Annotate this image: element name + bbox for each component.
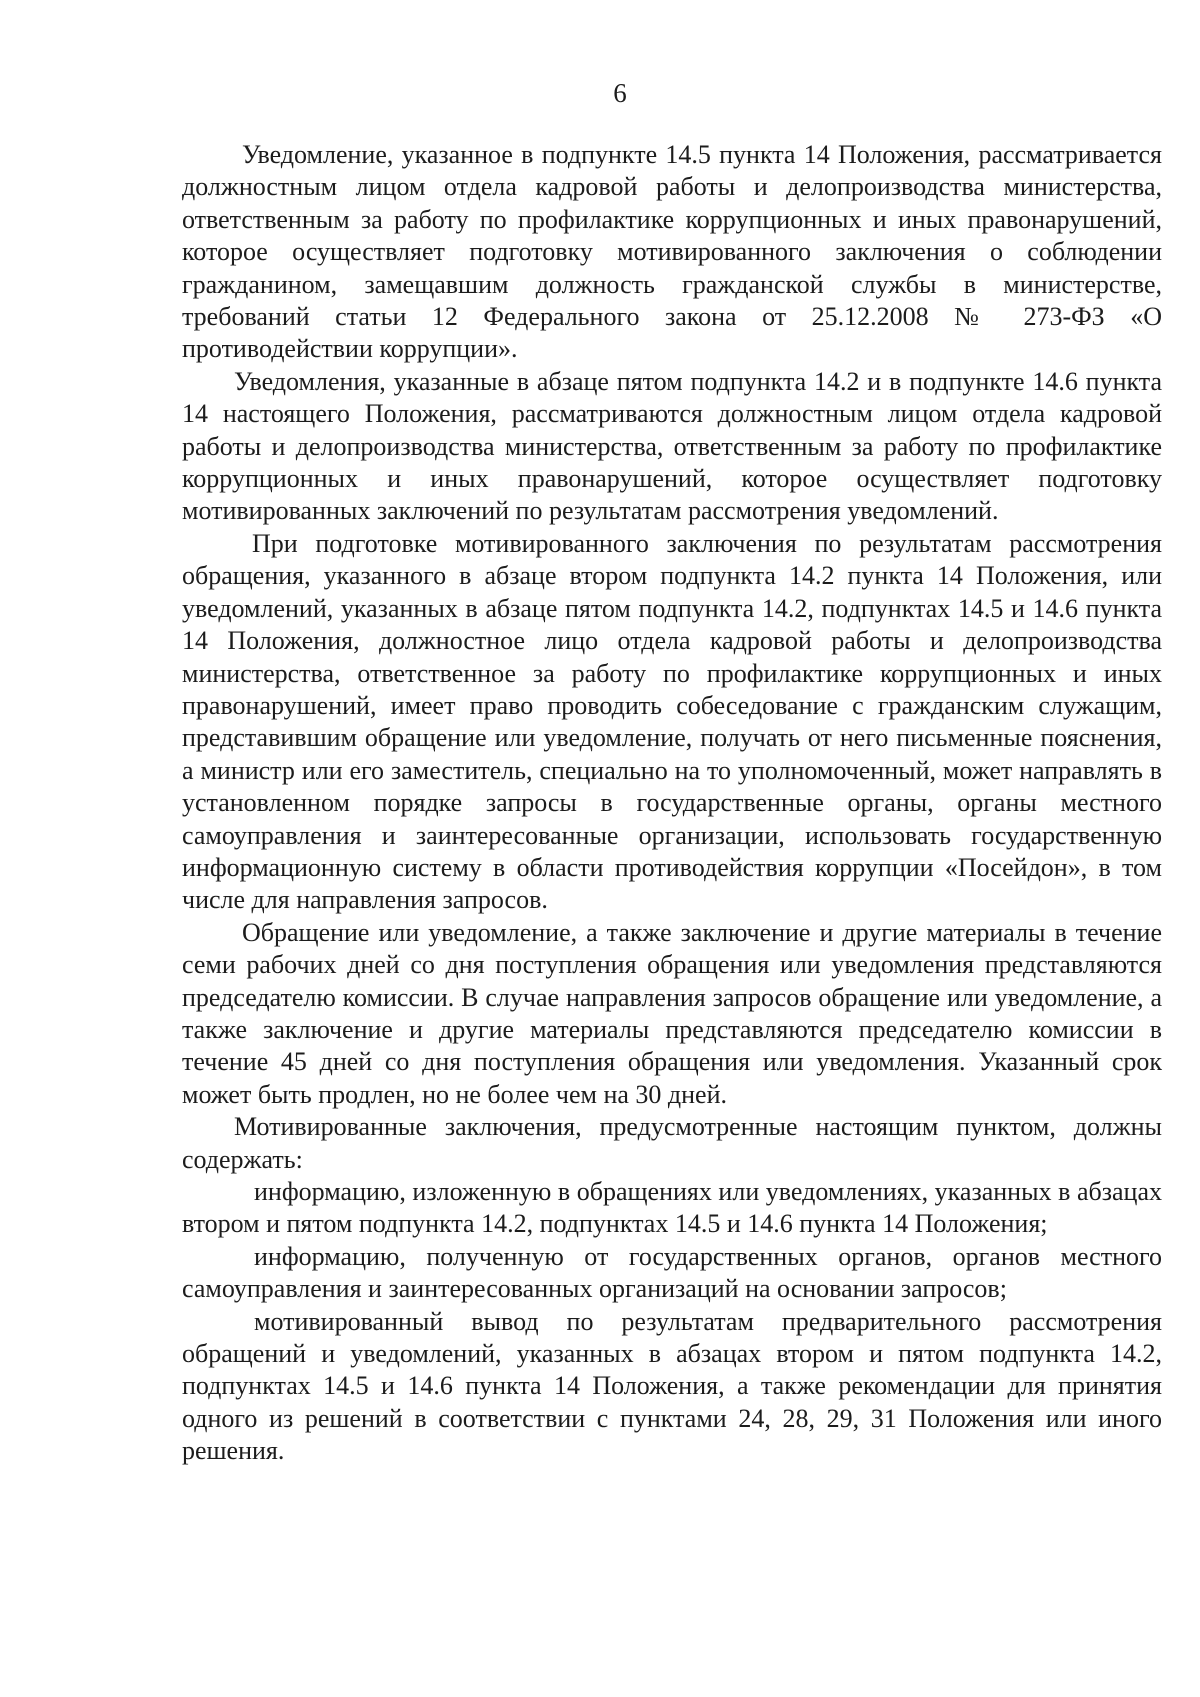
paragraph-submission-deadlines: Обращение или уведомление, а также заключение и другие материалы в течение семи рабочих дней со дня поступления обращения или уведомления представляются председателю комиссии. В случае направления запросов обращение или уведомление, а также заключение и другие материалы представляются председателю комиссии в течение 45 дней со дня поступления обращения или уведомления. Указанный срок может быть продлен, но не более чем на 30 дней. [182, 917, 1162, 1109]
list-item-information-stated: информацию, изложенную в обращениях или уведомлениях, указанных в абзацах втором и пятом подпункта 14.2, подпунктах 14.5 и 14.6 пункта 14 Положения; [182, 1177, 1162, 1239]
list-item-motivated-conclusion: мотивированный вывод по результатам предварительного рассмотрения обращений и уведомлений, указанных в абзацах втором и пятом подпункта 14.2, подпунктах 14.5 и 14.6 пункта 14 Положения, а также рекомендации для принятия одного из решений в соответствии с пунктами 24, 28, 29, 31 Положения или иного решения. [182, 1306, 1162, 1466]
paragraph-notifications-14-2-14-6: Уведомления, указанные в абзаце пятом подпункта 14.2 и в подпункте 14.6 пункта 14 настоящего Положения, рассматриваются должностным лицом отдела кадровой работы и делопроизводства министерства, ответственным за работу по профилактике коррупционных и иных правонарушений, которое осуществляет подготовку мотивированных заключений по результатам рассмотрения уведомлений. [182, 366, 1162, 526]
paragraph-notification-14-5: Уведомление, указанное в подпункте 14.5 пункта 14 Положения, рассматривается должностным лицом отдела кадровой работы и делопроизводства министерства, ответственным за работу по профилактике коррупционных и иных правонарушений, которое осуществляет подготовку мотивированного заключения о соблюдении гражданином, замещавшим должность гражданской службы в министерстве, требований статьи 12 Федерального закона от 25.12.2008 № 273-ФЗ «О противодействии коррупции». [182, 140, 1162, 364]
page-number: 6 [613, 78, 627, 108]
paragraph-conclusion-contents: Мотивированные заключения, предусмотренные настоящим пунктом, должны содержать: [182, 1112, 1162, 1174]
list-item-information-received: информацию, полученную от государственных органов, органов местного самоуправления и заинтересованных организаций на основании запросов; [182, 1241, 1162, 1304]
paragraph-preparing-conclusion: При подготовке мотивированного заключения по результатам рассмотрения обращения, указанного в абзаце втором подпункта 14.2 пункта 14 Положения, или уведомлений, указанных в абзаце пятом подпункта 14.2, подпунктах 14.5 и 14.6 пункта 14 Положения, должностное лицо отдела кадровой работы и делопроизводства министерства, ответственное за работу по профилактике коррупционных и иных правонарушений, имеет право проводить собеседование с гражданским служащим, представившим обращение или уведомление, получать от него письменные пояснения, а министр или его заместитель, специально на то уполномоченный, может направлять в установленном порядке запросы в государственные органы, органы местного самоуправления и заинтересованные организации, использовать государственную информационную систему в области противодействия коррупции «Посейдон», в том числе для направления запросов. [182, 528, 1162, 915]
document-body [182, 139, 1162, 1468]
